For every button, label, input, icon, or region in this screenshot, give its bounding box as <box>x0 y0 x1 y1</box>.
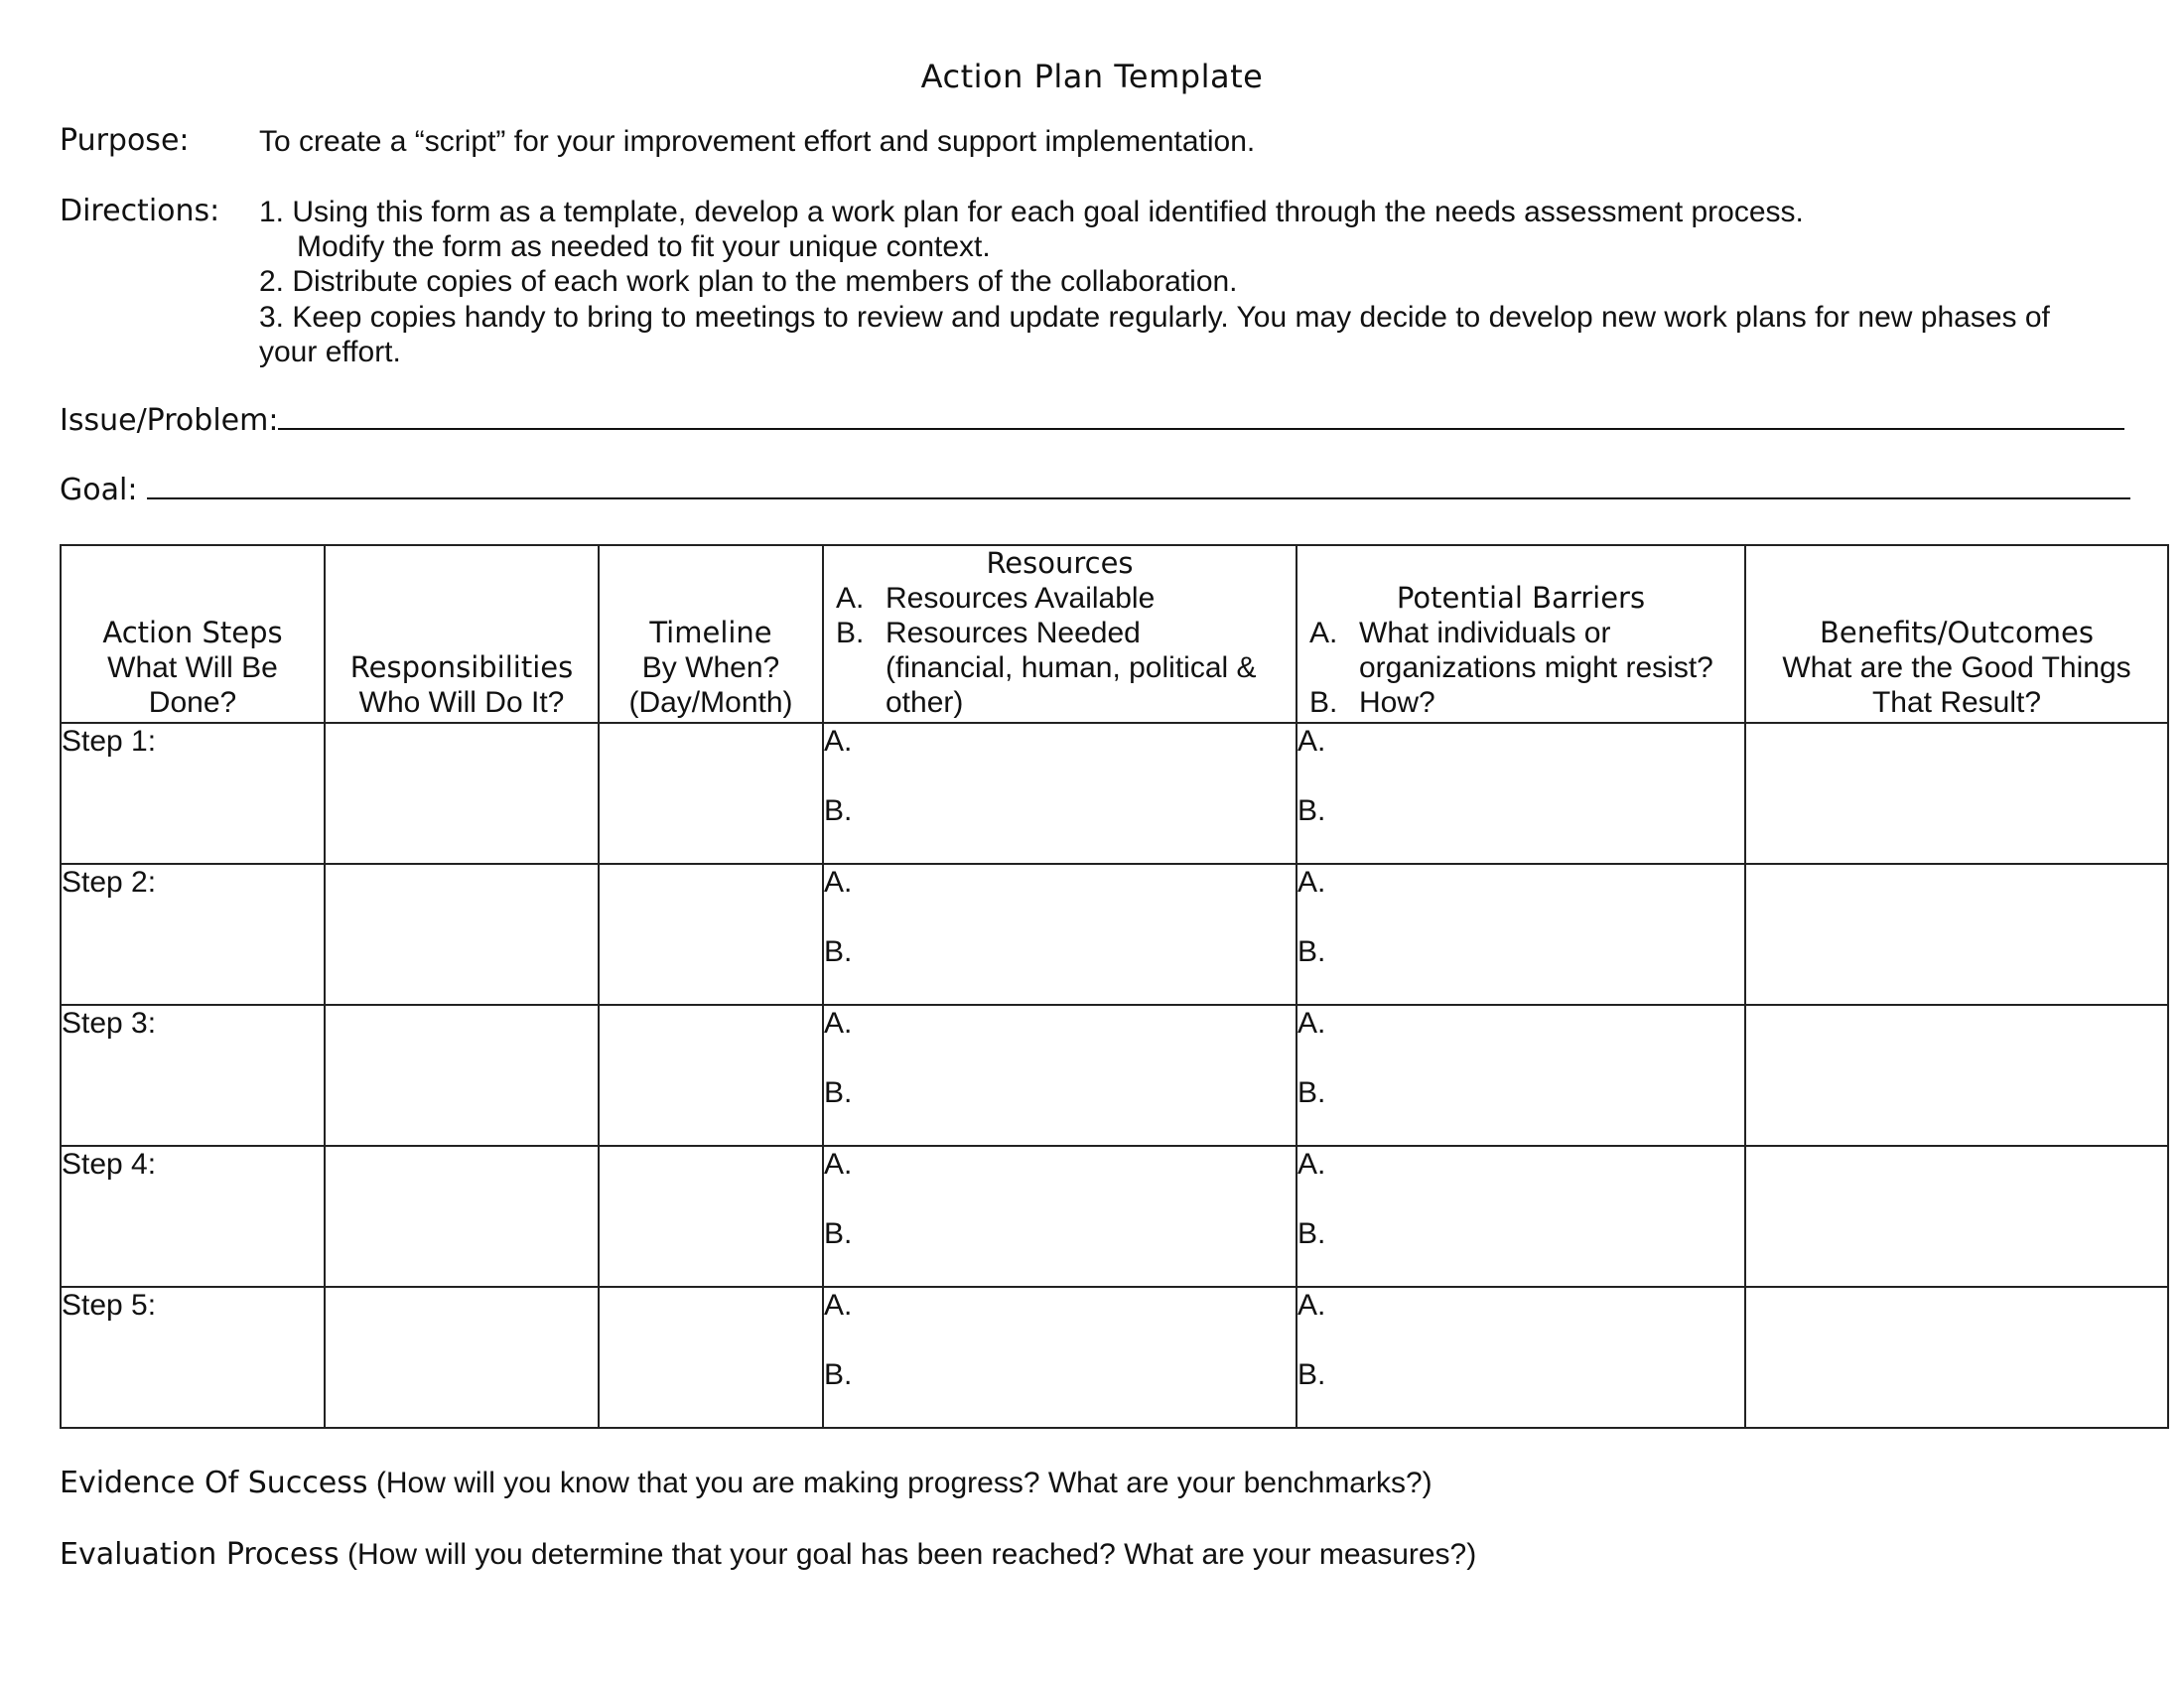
header-action-steps-line1: Action Steps <box>102 616 283 649</box>
header-benefits-line2: What are the Good Things <box>1782 651 2131 684</box>
barriers-b-marker: B. <box>1297 1076 1326 1109</box>
directions-item-1: 1. Using this form as a template, develop a work plan for each goal identified through the needs assessment process. <box>259 196 1804 228</box>
barriers-cell[interactable] <box>1297 864 1745 1005</box>
header-resources <box>823 545 1297 723</box>
barriers-a-marker: A. <box>1297 1007 1326 1040</box>
table-header-row <box>61 545 2168 723</box>
benefits-cell[interactable] <box>1745 1005 2168 1146</box>
step-label: Step 3: <box>62 1007 157 1040</box>
barriers-cell[interactable] <box>1297 1287 1745 1428</box>
step-label: Step 1: <box>62 725 157 758</box>
header-timeline <box>599 545 823 723</box>
header-responsibilities-line1: Responsibilities <box>349 650 574 684</box>
resources-b-marker: B. <box>824 935 853 968</box>
table-row <box>61 1005 2168 1146</box>
barriers-b-marker: B. <box>1297 794 1326 827</box>
header-resources-a-marker: A. <box>836 582 865 615</box>
header-action-steps-line2: What Will Be <box>107 651 278 684</box>
benefits-cell[interactable] <box>1745 1287 2168 1428</box>
responsibilities-cell[interactable] <box>325 1005 599 1146</box>
header-barriers-b-text: How? <box>1359 686 1435 719</box>
resources-b-marker: B. <box>824 1076 853 1109</box>
step-label: Step 4: <box>62 1148 157 1181</box>
resources-cell[interactable] <box>823 864 1297 1005</box>
header-resources-b-line1: Resources Needed <box>886 617 1141 649</box>
resources-a-marker: A. <box>824 1289 853 1322</box>
action-step-cell[interactable] <box>61 1146 325 1287</box>
resources-a-marker: A. <box>824 1148 853 1181</box>
action-plan-table <box>60 544 2169 1429</box>
timeline-cell[interactable] <box>599 1005 823 1146</box>
barriers-cell[interactable] <box>1297 723 1745 864</box>
timeline-cell[interactable] <box>599 864 823 1005</box>
barriers-a-marker: A. <box>1297 866 1326 899</box>
header-responsibilities-line2: Who Will Do It? <box>358 686 565 719</box>
goal-field[interactable] <box>60 473 2130 508</box>
table-row <box>61 1287 2168 1428</box>
evaluation-text: (How will you determine that your goal has been reached? What are your measures?) <box>346 1538 1477 1571</box>
resources-cell[interactable] <box>823 1146 1297 1287</box>
barriers-a-marker: A. <box>1297 1289 1326 1322</box>
header-resources-a-text: Resources Available <box>886 582 1156 615</box>
action-step-cell[interactable] <box>61 1005 325 1146</box>
header-barriers-a-line1: What individuals or <box>1359 617 1611 649</box>
resources-cell[interactable] <box>823 1005 1297 1146</box>
table-row <box>61 1146 2168 1287</box>
action-step-cell[interactable] <box>61 864 325 1005</box>
header-timeline-line3: (Day/Month) <box>628 686 793 719</box>
issue-problem-field[interactable] <box>60 403 2124 439</box>
responsibilities-cell[interactable] <box>325 1287 599 1428</box>
header-timeline-line2: By When? <box>641 651 780 684</box>
timeline-cell[interactable] <box>599 723 823 864</box>
header-benefits-line1: Benefits/Outcomes <box>1820 616 2094 649</box>
barriers-b-marker: B. <box>1297 1358 1326 1391</box>
header-action-steps-line3: Done? <box>148 686 237 719</box>
action-step-cell[interactable] <box>61 1287 325 1428</box>
responsibilities-cell[interactable] <box>325 864 599 1005</box>
evaluation-process <box>60 1537 1476 1573</box>
resources-a-marker: A. <box>824 866 853 899</box>
header-responsibilities <box>325 545 599 723</box>
directions-item-1-cont: Modify the form as needed to fit your unique context. <box>297 230 991 263</box>
resources-a-marker: A. <box>824 725 853 758</box>
step-label: Step 2: <box>62 866 157 899</box>
responsibilities-cell[interactable] <box>325 723 599 864</box>
step-label: Step 5: <box>62 1289 157 1322</box>
timeline-cell[interactable] <box>599 1287 823 1428</box>
barriers-a-marker: A. <box>1297 725 1326 758</box>
directions-item-3-cont: your effort. <box>259 336 401 368</box>
resources-a-marker: A. <box>824 1007 853 1040</box>
header-resources-b-marker: B. <box>836 617 865 649</box>
page-title: Action Plan Template <box>920 58 1264 95</box>
resources-b-marker: B. <box>824 1217 853 1250</box>
barriers-b-marker: B. <box>1297 1217 1326 1250</box>
header-resources-b-line2: (financial, human, political & <box>886 651 1257 684</box>
barriers-a-marker: A. <box>1297 1148 1326 1181</box>
barriers-b-marker: B. <box>1297 935 1326 968</box>
resources-b-marker: B. <box>824 1358 853 1391</box>
issue-problem-line[interactable] <box>278 404 2124 430</box>
directions-item-2: 2. Distribute copies of each work plan to the members of the collaboration. <box>259 265 1238 298</box>
header-barriers-a-marker: A. <box>1309 617 1338 649</box>
benefits-cell[interactable] <box>1745 864 2168 1005</box>
header-barriers-b-marker: B. <box>1309 686 1338 719</box>
purpose-label: Purpose: <box>60 123 190 158</box>
evaluation-label: Evaluation Process <box>60 1537 340 1572</box>
purpose-text: To create a “script” for your improvement effort and support implementation. <box>259 125 1256 158</box>
issue-problem-label: Issue/Problem: <box>60 403 279 438</box>
barriers-cell[interactable] <box>1297 1005 1745 1146</box>
goal-label: Goal: <box>60 473 138 507</box>
timeline-cell[interactable] <box>599 1146 823 1287</box>
directions-label: Directions: <box>60 194 220 228</box>
goal-line[interactable] <box>147 474 2130 499</box>
resources-cell[interactable] <box>823 1287 1297 1428</box>
header-benefits-line3: That Result? <box>1871 686 2042 719</box>
evidence-text: (How will you know that you are making progress? What are your benchmarks?) <box>375 1467 1433 1499</box>
header-barriers-title: Potential Barriers <box>1396 581 1646 615</box>
header-benefits-outcomes <box>1745 545 2168 723</box>
resources-cell[interactable] <box>823 723 1297 864</box>
header-potential-barriers <box>1297 545 1745 723</box>
evidence-of-success <box>60 1466 1433 1501</box>
table-row <box>61 723 2168 864</box>
header-barriers-a-line2: organizations might resist? <box>1359 651 1713 684</box>
resources-b-marker: B. <box>824 794 853 827</box>
benefits-cell[interactable] <box>1745 1146 2168 1287</box>
header-action-steps <box>61 545 325 723</box>
action-step-cell[interactable] <box>61 723 325 864</box>
header-resources-title: Resources <box>986 546 1134 580</box>
header-resources-b-line3: other) <box>886 686 964 719</box>
header-timeline-line1: Timeline <box>649 616 772 649</box>
evidence-label: Evidence Of Success <box>60 1466 368 1500</box>
barriers-cell[interactable] <box>1297 1146 1745 1287</box>
benefits-cell[interactable] <box>1745 723 2168 864</box>
table-row <box>61 864 2168 1005</box>
directions-item-3: 3. Keep copies handy to bring to meetings to review and update regularly. You may decide to develop new work plans for new phases of <box>259 301 2050 334</box>
responsibilities-cell[interactable] <box>325 1146 599 1287</box>
